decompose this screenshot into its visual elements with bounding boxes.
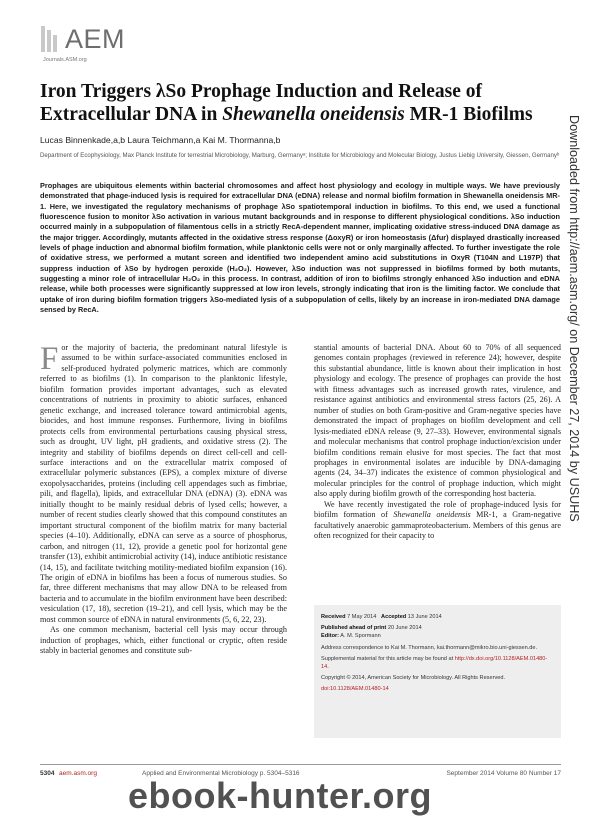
watermark: ebook-hunter.org — [128, 775, 432, 816]
accepted-label: Accepted — [381, 614, 407, 620]
journal-logo[interactable] — [41, 24, 126, 74]
volume-info: September 2014 Volume 80 Number 17 — [446, 770, 561, 777]
body-column-left — [40, 343, 287, 657]
asm-logo-icon — [41, 26, 63, 52]
title-text-2: MR-1 Biofilms — [404, 104, 533, 125]
journal-logo-url: Journals.ASM.org — [43, 57, 87, 63]
drop-cap: F — [40, 341, 59, 377]
article-info-box — [314, 605, 561, 738]
page-number: 5304 — [40, 770, 55, 777]
intro-paragraph-4 — [314, 500, 561, 542]
published-label: Published ahead of print — [321, 625, 387, 632]
journal-url-link[interactable]: aem.asm.org — [59, 770, 97, 777]
journal-logo-text: AEM — [65, 24, 126, 54]
journal-citation: Applied and Environmental Microbiology p. 5304–5316 — [142, 770, 300, 777]
intro-paragraph-2: As one common mechanism, bacterial cell lysis may occur through induction of prophages, which, either functional or cryptic, often reside stably in bacterial genomes and constitute sub- — [40, 625, 287, 656]
doi-link[interactable]: doi:10.1128/AEM.01480-14 — [321, 686, 389, 693]
intro-paragraph-4-end: MR-1, a Gram-negative facultatively anaerobic gammaproteobacterium. Members of this genus are often recognized for their capacity to — [314, 510, 561, 541]
received-date: 7 May 2014 — [347, 614, 377, 620]
download-note-text: Downloaded from http://aem.asm.org/ on December 27, 2014 by USUHS — [567, 115, 581, 522]
article-title — [40, 80, 560, 126]
intro-paragraph-1-text: or the majority of bacteria, the predominant natural lifestyle is assumed to be within surface-associated communities enclosed in self-produced hydrated polymeric matrices, which are commonly referred to as biofilms (1). In comparison to the planktonic lifestyle, biofilm formation provides important advantages, such as elevated concentrations of nutrients in proximity to abiotic surfaces, enhanced genetic exchange, and increased tolerance toward antimicrobial agents, biocides, and host immune responses. Furthermore, living in biofilms protects cells from environmental perturbations causing physical stress, such as drought, UV light, pH gradients, and oxidative stress (2). The integrity and stability of biofilms depends on direct cell-cell and cell-surface interactions and on the extracellular matrix composed of extracellular polymeric substances (EPS), a complex mixture of diverse exopolysaccharides, proteins (including cell appendages such as fimbriae, pili, and flagella), lipids, and extracellular DNA (eDNA) (3). eDNA was initially thought to be mainly residual debris of lysed cells; however, a number of recent studies clearly showed that this compound constitutes an important structural component of the biofilm matrix for many bacterial species (4–10). Additionally, eDNA can serve as a source of phosphorus, carbon, and nitrogen (11, 12), provide a genetic pool for horizontal gene transfer (13), exhibit antimicrobial activity (14), induce antibiotic resistance (14, 15), and facilitate twitching motility-mediated biofilm expansion (16). The origin of eDNA in biofilms has been a focus of numerous studies. So far, three different mechanisms that may allow DNA to be released from bacteria and to accumulate in the biofilm environment have been described: vesiculation (17, 18), secretion (19–21), and cell lysis, which may be the most common source of eDNA in natural environments (5, 6, 22, 23). — [40, 343, 287, 624]
body-column-right — [314, 343, 561, 542]
published-row — [321, 624, 553, 640]
download-note — [569, 115, 581, 585]
editor-label: Editor: — [321, 633, 340, 640]
intro-paragraph-1 — [40, 343, 287, 625]
title-text-1: Iron Triggers λSo Prophage Induction and Release of Extracellular DNA in — [40, 81, 483, 125]
dates-row — [321, 613, 553, 621]
footer-rule — [40, 764, 561, 765]
published-date: 20 June 2014 — [387, 625, 422, 632]
affiliations: Department of Ecophysiology, Max Planck Institute for terrestrial Microbiology, Marburg, Germanyᵃ; Institute for Microbiology and Molecular Biology, Justus Liebig University, Giessen, Germanyᵇ — [40, 152, 560, 159]
copyright: Copyright © 2014, American Society for Microbiology. All Rights Reserved. — [321, 675, 506, 682]
intro-paragraph-3: stantial amounts of bacterial DNA. About 60 to 70% of all sequenced genomes contain prophages (reviewed in reference 24); however, despite this substantial abundance, little is known about their implication in host physiology and ecology. The presence of prophages can provide the host with fitness advantages such as increased growth rates, virulence, and resistance against antibiotics and environmental stress factors (25, 26). A number of studies on both Gram-positive and Gram-negative species have demonstrated the impact of prophages on biofilm development and cell lysis-mediated eDNA release (9, 27–33). However, environmental signals and molecular mechanisms that control prophage induction/excision under biofilm conditions remain elusive for most species. The fact that most prophages in environmental isolates are inducible by DNA-damaging agents (24, 34–37) indicates the existence of common physiological and molecular principles for the control of prophage induction, which might also apply during biofilm growth of the corresponding host bacteria. — [314, 343, 561, 499]
abstract: Prophages are ubiquitous elements within bacterial chromosomes and affect host physiology and ecology in multiple ways. We have previously demonstrated that phage-induced lysis is required for extracellular DNA (eDNA) release and normal biofilm formation in Shewanella oneidensis MR-1. Here, we investigated the regulatory mechanisms of prophage λSo spatiotemporal induction in biofilms. To this end, we used a functional fluorescence fusion to monitor λSo activation in various mutant backgrounds and in response to different physiological conditions. λSo induction occurred mainly in a subpopulation of filamentous cells in a strictly RecA-dependent manner, implicating oxidative stress-induced DNA damage as the major trigger. Accordingly, mutants affected in the oxidative stress response (ΔoxyR) or iron homeostasis (Δfur) displayed drastically increased levels of phage induction and abnormal biofilm formation, while planktonic cells were not or only marginally affected. To further investigate the role of oxidative stress, we performed a mutant screen and identified two independent amino acid substitutions in OxyR (T104N and L197P) that suppress induction of λSo by hydrogen peroxide (H₂O₂). However, λSo induction was not suppressed in biofilms formed by both mutants, suggesting a minor role of intracellular H₂O₂ in this process. In contrast, addition of iron to biofilms strongly enhanced λSo induction and eDNA release, while both processes were significantly suppressed at low iron levels, strongly indicating that iron is the limiting factor. We conclude that uptake of iron during biofilm formation triggers λSo-mediated lysis of a subpopulation of cells, likely by an increase in iron-mediated DNA damage sensed by RecA. — [40, 181, 560, 315]
accepted-date: 13 June 2014 — [407, 614, 442, 620]
author-list: Lucas Binnenkade,a,b Laura Teichmann,a Kai M. Thormanna,b — [40, 135, 281, 145]
intro-paragraph-4-start: We have recently investigated the role of prophage-induced lysis for biofilm formation of — [314, 499, 561, 520]
title-species: Shewanella oneidensis — [222, 104, 405, 125]
received-label: Received — [321, 614, 346, 620]
correspondence: Address correspondence to Kai M. Thormann, kai.thormann@mikro.bio.uni-giessen.de. — [321, 644, 538, 651]
supplemental-link[interactable]: http://dx.doi.org/10.1128/AEM.01480-14 — [321, 655, 548, 671]
intro-species: Shewanella oneidensis — [393, 510, 471, 520]
editor-name: A. M. Spormann — [340, 633, 381, 640]
supplemental-text: Supplemental material for this article may be found at — [321, 655, 455, 662]
supplemental-note: Supplemental material for this article may be found at http://dx.doi.org/10.1128/AEM.01480-14. — [321, 655, 548, 671]
